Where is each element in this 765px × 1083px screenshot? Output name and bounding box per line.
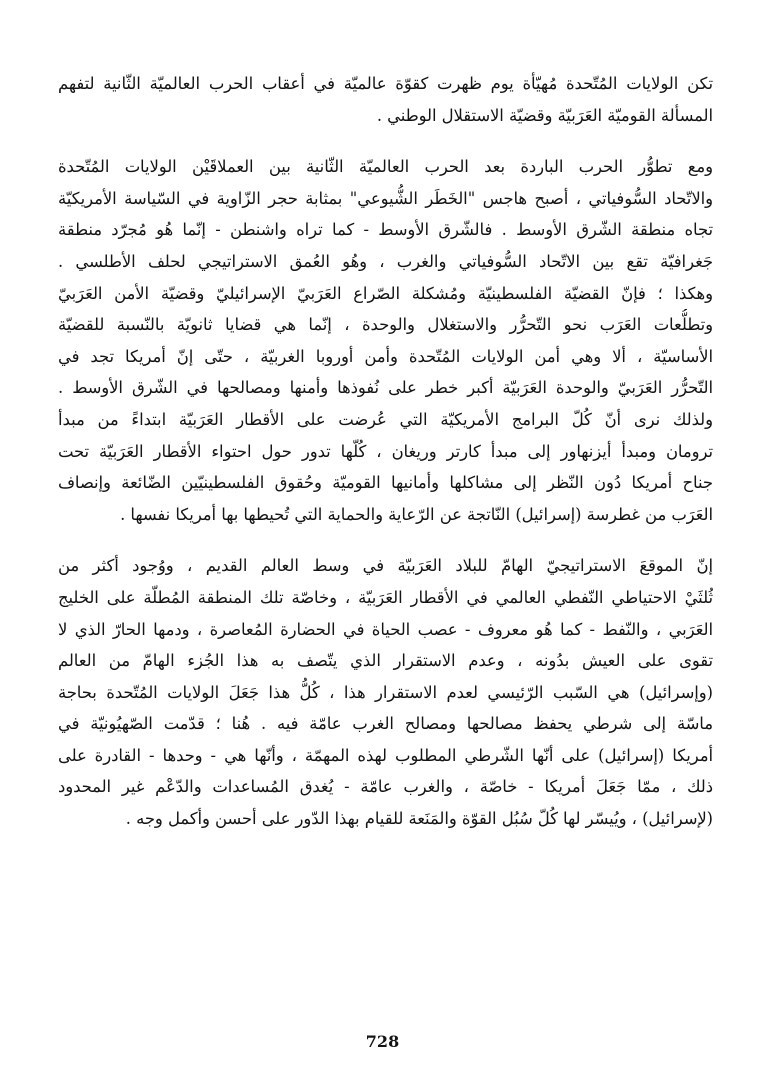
- text-line: ولذلك نرى أنّ كُلّ البرامج الأمريكيّة التي عُرضت على الأقطار العَرَبيّة ابتداءً من مبدأ: [58, 409, 713, 429]
- text-line: ترومان ومبدأ أيزنهاور إلى مبدأ كارتر وريغان ، كُلّها تدور حول احتواء الأقطار العَرَبيّة تحت: [58, 441, 713, 461]
- text-line: تجاه منطقة الشّرق الأوسط . فالشّرق الأوسط - كما تراه واشنطن - إنّما هُو مُجرّد منطقة: [58, 220, 713, 240]
- page-number: 728: [365, 1032, 400, 1051]
- text-line: تكن الولايات المُتّحدة مُهيّأة يوم ظهرت كقوّة عالميّة في أعقاب الحرب العالميّة الثّانية لتفهم: [58, 74, 713, 93]
- text-line: (لإسرائيل) ، ويُيسّر لها كُلّ سُبُل القوّة والمَنَعة للقيام بهذا الدّور على أحسن وأكمل وجه .: [125, 809, 713, 829]
- text-line: المسألة القوميّة العَرَبيّة وقضيّة الاستقلال الوطني .: [376, 105, 713, 125]
- paragraph-3: [58, 550, 713, 834]
- paragraph-1: [58, 68, 713, 131]
- text-line: الأساسيّة ، ألا وهي أمن الولايات المُتّحدة وأمن أوروبا الغربيّة ، حتّى إنّ أمريكا تجد في: [58, 346, 713, 366]
- text-line: جناح أمريكا دُون النّظر إلى مشاكلها وأمانيها القوميّة وحُقوق الفلسطينيّين الضّائعة وإنصاف: [58, 473, 713, 493]
- text-line: ثُلثَيْ الاحتياطي النّفطي العالمي في الأقطار العَرَبيّة ، وخاصّة تلك المنطقة المُطلّة على الخليج: [58, 587, 713, 607]
- text-line: العَرَبي ، والنّفط - كما هُو معروف - عصب الحياة في الحضارة المُعاصرة ، ودمها الحارّ الذي لا: [58, 619, 713, 639]
- text-line: العَرَب من غطرسة (إسرائيل) النّاتجة عن الرّعاية والحماية التي تُحيطها بها أمريكا نفسها .: [120, 504, 713, 524]
- text-line: إنّ الموقعَ الاستراتيجيّ الهامّ للبلاد العَرَبيّة في وسط العالم القديم ، ووُجود أكثر من: [58, 556, 713, 576]
- text-line: ومع تطوُّر الحرب الباردة بعد الحرب العالميّة الثّانية بين العملاقَيْن الولايات المُتّحدة: [58, 157, 713, 177]
- text-line: التّحرُّر العَرَبيّ والوحدة العَرَبيّة أكبر خطر على نُفوذها وأمنها ومصالحها في الشّرق الأوسط .: [58, 378, 713, 398]
- text-line: ماسّة إلى شرطي يحفظ مصالحها ومصالح الغرب عامّة فيه . هُنا ؛ قدّمت الصّهيُونيّة في: [58, 714, 713, 734]
- text-line: أمريكا (إسرائيل) على أنّها الشّرطي المطلوب لهذه المهمّة ، وأنّها هي - وحدها - القادرة على: [58, 745, 713, 765]
- text-line: تقوى على العيش بدُونه ، وعدم الاستقرار الذي يتّصف به هذا الجُزء الهامّ من العالم: [58, 651, 713, 671]
- paragraph-2: [58, 151, 713, 530]
- text-line: والاتّحاد السُّوفياتي ، أصبح هاجس "الخَطَر الشُّيوعي" بمثابة حجر الزّاوية في السّياسة الأمريكيّة: [58, 188, 713, 208]
- text-line: جَغرافيّة تقع بين الاتّحاد السُّوفياتي والغرب ، وهُو العُمق الاستراتيجي لحلف الأطلسي .: [58, 251, 713, 271]
- text-line: ذلك ، ممّا جَعَلَ أمريكا - خاصّة ، والغرب عامّة - يُغدق المُساعدات والدّعْم غير المحدود: [58, 777, 713, 797]
- text-line: وتطلُّعات العَرَب نحو التّحرُّر والاستغلال والوحدة ، إنّما هي قضايا ثانويّة بالنّسبة للقضيّة: [58, 315, 713, 335]
- page-body: [58, 68, 713, 835]
- text-line: (وإسرائيل) هي السّبب الرّئيسي لعدم الاستقرار هذا ، كُلُّ هذا جَعَلَ الولايات المُتّحدة بحاجة: [58, 682, 713, 702]
- text-line: وهكذا ؛ فإنّ القضيّة الفلسطينيّة ومُشكلة الصّراع العَرَبيّ الإسرائيليّ وقضيّة الأمن العَرَبيّ: [58, 283, 713, 303]
